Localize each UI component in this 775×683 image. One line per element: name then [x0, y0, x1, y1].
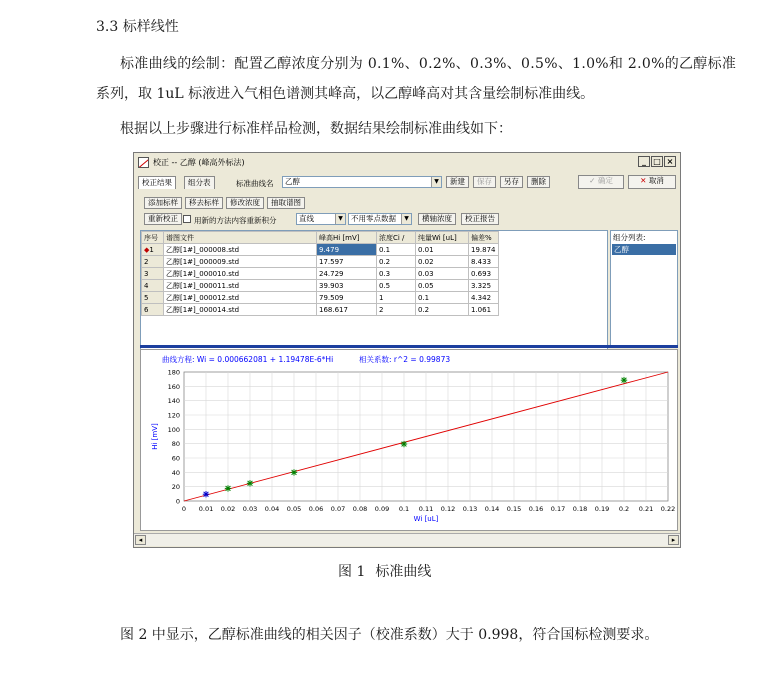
table-cell: 0.1: [377, 244, 416, 256]
empty-cell: [142, 328, 164, 340]
empty-cell: [377, 328, 416, 340]
x-tick-label: 0.05: [286, 505, 302, 513]
y-tick-label: 60: [171, 454, 180, 463]
x-tick-label: 0.13: [462, 505, 478, 513]
close-icon: ✕: [640, 176, 647, 185]
table-cell: 乙醇[1#]_000010.std: [164, 268, 317, 280]
maximize-button[interactable]: □: [651, 156, 663, 167]
column-header[interactable]: 谱图文件: [164, 232, 317, 244]
row-number: [142, 244, 164, 256]
table-cell: 2: [377, 304, 416, 316]
row-number-text: 2: [144, 257, 149, 266]
table-row[interactable]: [142, 244, 499, 256]
table-cell: 乙醇[1#]_000008.std: [164, 244, 317, 256]
y-axis-label: Hi [mV]: [151, 423, 159, 450]
tab-component-table[interactable]: 组分表: [184, 176, 215, 189]
curve-name-value: 乙醇: [285, 177, 300, 186]
x-tick-label: 0.2: [618, 505, 630, 513]
row-number-text: 4: [144, 281, 149, 290]
current-row-icon: ◆: [144, 245, 150, 254]
table-cell: 0.02: [416, 256, 469, 268]
y-tick-label: 80: [171, 440, 180, 449]
column-header[interactable]: 纯量Wi [uL]: [416, 232, 469, 244]
row-number-text: 3: [144, 269, 149, 278]
calibration-window: [133, 152, 681, 548]
x-tick-label: 0.06: [308, 505, 324, 513]
paragraph-line-2: 系列，取 1uL 标液进入气相色谱测其峰高，以乙醇峰高对其含量绘制标准曲线。: [96, 86, 595, 102]
save-button[interactable]: 保存: [473, 176, 496, 188]
scroll-left-icon[interactable]: ◂: [135, 535, 146, 545]
table-cell: 17.597: [317, 256, 377, 268]
column-header[interactable]: 峰高Hi [mV]: [317, 232, 377, 244]
minimize-button[interactable]: _: [638, 156, 650, 167]
x-tick-label: 0.19: [594, 505, 610, 513]
table-cell: 1: [377, 292, 416, 304]
empty-cell: [469, 328, 499, 340]
x-tick-label: 0.12: [440, 505, 456, 513]
data-point: [247, 480, 253, 486]
y-tick-label: 20: [171, 483, 180, 492]
new-button[interactable]: 新建: [446, 176, 469, 188]
table-cell: 8.433: [469, 256, 499, 268]
confirm-label: 确定: [597, 176, 613, 185]
column-header[interactable]: 浓度Ci /: [377, 232, 416, 244]
x-tick-label: 0.15: [506, 505, 522, 513]
x-tick-label: 0.1: [398, 505, 410, 513]
table-cell: 19.874: [469, 244, 499, 256]
figure-caption: [338, 561, 431, 581]
empty-cell: [416, 328, 469, 340]
add-sample-button[interactable]: 添加标样: [144, 197, 182, 209]
x-tick-label: 0: [181, 505, 187, 513]
y-tick-label: 120: [167, 411, 180, 420]
close-window-button[interactable]: ×: [664, 156, 676, 167]
confirm-button[interactable]: [578, 175, 624, 189]
x-tick-label: 0.03: [242, 505, 258, 513]
x-axis-label: Wi [uL]: [413, 515, 439, 523]
x-tick-label: 0.08: [352, 505, 368, 513]
x-tick-label: 0.02: [220, 505, 236, 513]
row-number: [142, 292, 164, 304]
calibration-chart: [140, 349, 678, 531]
fit-type-select[interactable]: [296, 213, 346, 225]
y-tick-label: 0: [175, 497, 180, 506]
table-cell: 0.05: [416, 280, 469, 292]
calibration-report-button[interactable]: 校正报告: [461, 213, 499, 225]
chart-svg: [141, 350, 677, 530]
table-cell: 0.693: [469, 268, 499, 280]
column-header[interactable]: 序号: [142, 232, 164, 244]
figure-title: 标准曲线: [375, 564, 432, 580]
fit-type-value: 直线: [299, 214, 314, 223]
y-tick-label: 180: [167, 368, 180, 377]
empty-cell: [164, 328, 317, 340]
table-cell: 168.617: [317, 304, 377, 316]
check-icon: ✓: [589, 176, 596, 185]
window-titlebar: [138, 156, 678, 169]
row-number-text: 6: [144, 305, 149, 314]
remove-sample-button[interactable]: 移去标样: [185, 197, 223, 209]
save-as-button[interactable]: 另存: [500, 176, 523, 188]
row-number: [142, 304, 164, 316]
extract-chromatogram-button[interactable]: 抽取谱图: [267, 197, 305, 209]
section-heading: 3.3 标样线性: [96, 19, 179, 35]
y-tick-label: 40: [171, 468, 180, 477]
empty-row: [142, 328, 499, 340]
x-tick-label: 0.16: [528, 505, 544, 513]
zero-point-select[interactable]: [348, 213, 412, 225]
reintegrate-checkbox[interactable]: [183, 215, 191, 223]
scroll-right-icon[interactable]: ▸: [668, 535, 679, 545]
chevron-down-icon: ▼: [335, 214, 345, 224]
cancel-button[interactable]: [628, 175, 676, 189]
table-row[interactable]: [142, 268, 499, 280]
table-cell: 3.325: [469, 280, 499, 292]
table-cell: 0.1: [416, 292, 469, 304]
chevron-down-icon: ▼: [401, 214, 411, 224]
table-cell: 0.03: [416, 268, 469, 280]
component-list-header: 组分列表:: [613, 233, 646, 242]
modify-concentration-button[interactable]: 修改浓度: [226, 197, 264, 209]
curve-name-label: 标准曲线名: [236, 179, 274, 188]
splitter[interactable]: [140, 345, 678, 348]
chart-correlation: 相关系数: r^2 = 0.99873: [359, 355, 451, 364]
horizontal-scrollbar[interactable]: [134, 533, 680, 546]
window-title: 校正 -- 乙醇 (峰高外标法): [153, 158, 245, 167]
empty-row: [142, 316, 499, 328]
figure-number: 图 1: [338, 564, 366, 580]
y-tick-label: 140: [167, 397, 180, 406]
x-tick-label: 0.07: [330, 505, 346, 513]
recalibrate-button[interactable]: 重新校正: [144, 213, 182, 225]
table-row[interactable]: [142, 292, 499, 304]
component-list-item[interactable]: 乙醇: [612, 244, 676, 255]
table-cell: 1.061: [469, 304, 499, 316]
row-number-text: 1: [149, 245, 154, 254]
delete-button[interactable]: 删除: [527, 176, 550, 188]
table-cell: 0.3: [377, 268, 416, 280]
empty-cell: [469, 316, 499, 328]
table-cell: 4.342: [469, 292, 499, 304]
x-tick-label: 0.18: [572, 505, 588, 513]
table-cell: 乙醇[1#]_000014.std: [164, 304, 317, 316]
table-cell: 乙醇[1#]_000012.std: [164, 292, 317, 304]
row-number-text: 5: [144, 293, 149, 302]
chart-equation: 曲线方程: Wi = 0.000662081 + 1.19478E-6*Hi: [162, 355, 334, 364]
empty-cell: [317, 328, 377, 340]
paragraph-line-1: 标准曲线的绘制：配置乙醇浓度分别为 0.1%、0.2%、0.3%、0.5%、1.0%和 2.0%的乙醇标准: [120, 56, 737, 72]
data-point: [203, 491, 209, 497]
chevron-down-icon: ▼: [431, 177, 441, 187]
reintegrate-label: 用新的方法内容重新积分: [194, 216, 277, 225]
data-point: [225, 485, 231, 491]
x-tick-label: 0.17: [550, 505, 566, 513]
table-cell: 0.01: [416, 244, 469, 256]
x-axis-concentration-button[interactable]: 横轴浓度: [418, 213, 456, 225]
table-cell: 乙醇[1#]_000011.std: [164, 280, 317, 292]
y-tick-label: 100: [167, 425, 180, 434]
empty-cell: [142, 316, 164, 328]
table-cell: 0.2: [416, 304, 469, 316]
row-number: [142, 280, 164, 292]
x-tick-label: 0.21: [638, 505, 654, 513]
zero-point-value: 不用零点数据: [351, 214, 396, 223]
empty-cell: [416, 316, 469, 328]
paragraph-line-3: 根据以上步骤进行标准样品检测，数据结果绘制标准曲线如下：: [120, 121, 512, 137]
table-cell: 24.729: [317, 268, 377, 280]
cancel-label: 取消: [648, 176, 664, 185]
calibration-curve-icon: [138, 157, 149, 168]
table-cell: 9.479: [317, 244, 377, 256]
x-tick-label: 0.22: [660, 505, 676, 513]
table-cell: 39.903: [317, 280, 377, 292]
x-tick-label: 0.09: [374, 505, 390, 513]
empty-cell: [377, 316, 416, 328]
table-row[interactable]: [142, 256, 499, 268]
x-tick-label: 0.14: [484, 505, 500, 513]
empty-cell: [164, 316, 317, 328]
component-list-panel[interactable]: [610, 230, 678, 346]
table-row[interactable]: [142, 280, 499, 292]
row-number: [142, 268, 164, 280]
data-point: [621, 377, 627, 383]
x-tick-label: 0.01: [198, 505, 214, 513]
conclusion-paragraph: 图 2 中显示，乙醇标准曲线的相关因子（校准系数）大于 0.998，符合国标检测要求。: [120, 627, 659, 643]
table-cell: 79.509: [317, 292, 377, 304]
table-row[interactable]: [142, 304, 499, 316]
tab-calibration-results[interactable]: 校正结果: [138, 176, 176, 189]
y-tick-label: 160: [167, 382, 180, 391]
table-cell: 0.2: [377, 256, 416, 268]
row-number: [142, 256, 164, 268]
curve-name-select[interactable]: [282, 176, 442, 188]
data-point: [401, 441, 407, 447]
x-tick-label: 0.04: [264, 505, 280, 513]
column-header[interactable]: 偏差%: [469, 232, 499, 244]
empty-cell: [317, 316, 377, 328]
table-cell: 乙醇[1#]_000009.std: [164, 256, 317, 268]
data-point: [291, 469, 297, 475]
x-tick-label: 0.11: [418, 505, 434, 513]
table-cell: 0.5: [377, 280, 416, 292]
